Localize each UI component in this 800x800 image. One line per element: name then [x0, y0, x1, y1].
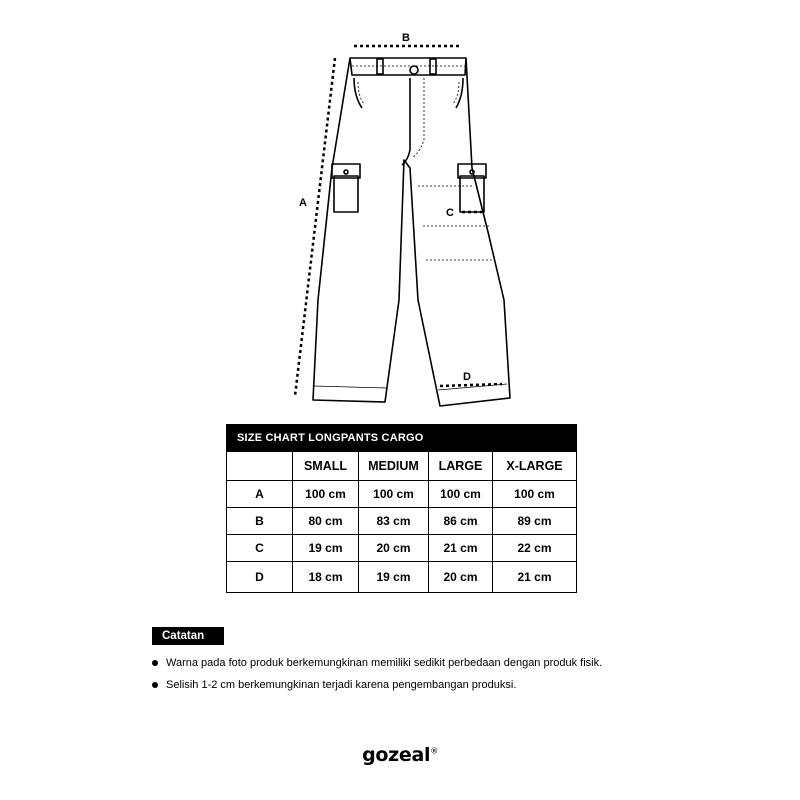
table-row — [227, 535, 577, 562]
list-item — [150, 656, 602, 670]
table-cell: 20 cm — [359, 535, 429, 562]
table-cell: 89 cm — [493, 508, 577, 535]
list-item — [150, 678, 602, 692]
brand-logo — [0, 744, 800, 766]
table-cell: 83 cm — [359, 508, 429, 535]
table-cell: 86 cm — [429, 508, 493, 535]
table-cell: 100 cm — [293, 481, 359, 508]
registered-mark: ® — [430, 746, 438, 756]
column-header-medium: MEDIUM — [359, 452, 429, 481]
bullet-icon — [152, 660, 158, 666]
table-header-row — [227, 452, 577, 481]
dimension-label-b: B — [402, 32, 410, 44]
table-row — [227, 481, 577, 508]
waist-button — [410, 66, 418, 74]
note-text: Selisih 1-2 cm berkemungkinan terjadi karena pengembangan produksi. — [166, 679, 517, 691]
right-cargo-pocket — [460, 176, 484, 212]
dimension-label-a: A — [299, 197, 307, 209]
table-cell: 100 cm — [493, 481, 577, 508]
table-cell: 19 cm — [293, 535, 359, 562]
note-text: Warna pada foto produk berkemungkinan memiliki sedikit perbedaan dengan produk fisik. — [166, 657, 603, 669]
table-cell: 19 cm — [359, 562, 429, 593]
column-header-empty — [227, 452, 293, 481]
size-chart-title: SIZE CHART LONGPANTS CARGO — [227, 425, 577, 452]
table-cell: 100 cm — [429, 481, 493, 508]
table-cell: 22 cm — [493, 535, 577, 562]
row-label: D — [227, 562, 293, 593]
table-row — [227, 562, 577, 593]
pants-outline — [313, 58, 510, 406]
bullet-icon — [152, 682, 158, 688]
table-cell: 20 cm — [429, 562, 493, 593]
table-cell: 21 cm — [493, 562, 577, 593]
row-label: C — [227, 535, 293, 562]
row-label: B — [227, 508, 293, 535]
column-header-large: LARGE — [429, 452, 493, 481]
table-cell: 100 cm — [359, 481, 429, 508]
notes-heading: Catatan — [152, 627, 224, 645]
dimension-label-d: D — [463, 371, 471, 383]
notes-list — [150, 656, 602, 700]
table-cell: 21 cm — [429, 535, 493, 562]
dimension-label-c: C — [446, 207, 454, 219]
row-label: A — [227, 481, 293, 508]
table-row — [227, 508, 577, 535]
table-cell: 80 cm — [293, 508, 359, 535]
column-header-small: SMALL — [293, 452, 359, 481]
brand-name: gozeal — [362, 744, 431, 766]
size-chart-table — [226, 424, 577, 593]
column-header-x-large: X-LARGE — [493, 452, 577, 481]
left-cargo-pocket — [334, 176, 358, 212]
table-cell: 18 cm — [293, 562, 359, 593]
